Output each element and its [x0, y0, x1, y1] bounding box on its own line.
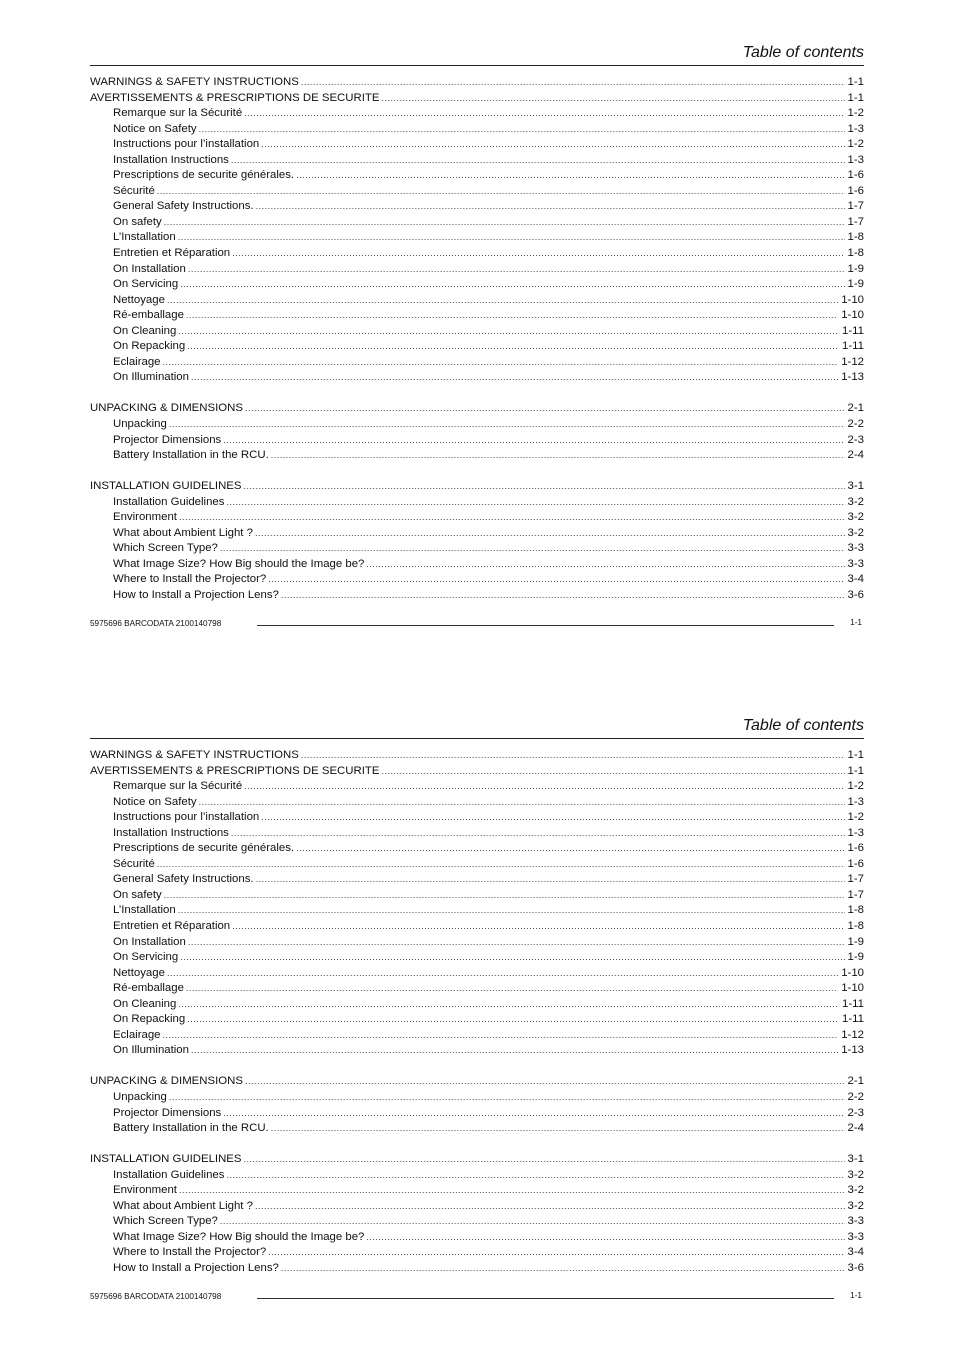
toc-entry[interactable] — [90, 935, 864, 951]
toc-dot-leader — [191, 370, 838, 386]
toc-entry-label: Which Screen Type? — [113, 542, 218, 555]
toc-entry[interactable] — [90, 541, 864, 557]
toc-entry[interactable] — [90, 1043, 864, 1059]
toc-entry-label: Installation Instructions — [113, 826, 229, 839]
toc-entry-label: Environment — [113, 511, 177, 524]
toc-entry[interactable] — [90, 1261, 864, 1277]
toc-entry-page: 2-1 — [847, 1075, 864, 1088]
toc-entry-label: Entretien et Réparation — [113, 920, 231, 933]
toc-dot-leader — [366, 557, 844, 573]
toc-entry[interactable] — [90, 433, 864, 449]
toc-entry-label: On Installation — [113, 262, 186, 275]
toc-entry-label: UNPACKING & DIMENSIONS — [90, 402, 243, 415]
toc-dot-leader — [178, 997, 839, 1013]
toc-entry[interactable] — [90, 1028, 864, 1044]
toc-entry[interactable] — [90, 75, 864, 91]
toc-entry[interactable] — [90, 572, 864, 588]
toc-entry-label: On Illumination — [113, 1044, 189, 1057]
toc-entry-label: General Safety Instructions. — [113, 200, 254, 213]
toc-entry-page: 1-1 — [847, 749, 864, 761]
toc-dot-leader — [191, 1043, 838, 1059]
toc-dot-leader — [167, 966, 838, 982]
page-header-title: Table of contents — [742, 44, 864, 61]
toc-entry-label: Notice on Safety — [113, 122, 197, 135]
toc-entry[interactable] — [90, 1230, 864, 1246]
toc-entry[interactable] — [90, 857, 864, 873]
toc-entry-page: 1-1 — [847, 764, 864, 777]
toc-entry-page: 1-12 — [841, 355, 864, 368]
toc-dot-leader — [256, 872, 845, 888]
toc-entry-page: 1-3 — [847, 826, 864, 839]
toc-entry-label: On Repacking — [113, 340, 186, 353]
toc-entry-page: 2-3 — [847, 1106, 864, 1119]
toc-entry-label: Ré-emballage — [113, 309, 184, 322]
toc-dot-leader — [255, 526, 845, 542]
toc-entry-page: 1-7 — [847, 888, 864, 901]
toc-entry-label: Remarque sur la Sécurité — [113, 107, 243, 120]
toc-entry[interactable] — [90, 230, 864, 246]
toc-dot-leader — [220, 1214, 845, 1230]
toc-dot-leader — [163, 1028, 839, 1044]
toc-entry-label: AVERTISSEMENTS & PRESCRIPTIONS DE SECURITE — [90, 91, 380, 104]
toc-entry[interactable] — [90, 966, 864, 982]
toc-entry[interactable] — [90, 1152, 864, 1168]
toc-entry-label: Installation Guidelines — [113, 495, 225, 508]
footer-document-code: 5975696 BARCODATA 2100140798 — [90, 619, 222, 628]
toc-dot-leader — [164, 215, 845, 231]
toc-entry[interactable] — [90, 339, 864, 355]
toc-entry-page: 3-3 — [847, 557, 864, 570]
toc-entry-label: Nettoyage — [113, 966, 165, 979]
toc-entry-page: 1-2 — [847, 811, 864, 824]
toc-dot-leader — [231, 153, 845, 169]
toc-entry-label: Eclairage — [113, 355, 161, 368]
toc-dot-leader — [301, 748, 845, 764]
toc-entry-label: Installation Guidelines — [113, 1168, 225, 1181]
toc-entry-page: 1-1 — [847, 76, 864, 88]
toc-entry-label: On Servicing — [113, 951, 179, 964]
toc-entry-label: Sécurité — [113, 184, 155, 197]
toc-entry-page: 1-11 — [842, 997, 864, 1010]
toc-entry-page: 1-3 — [847, 795, 864, 808]
toc-entry-page: 1-10 — [841, 309, 864, 322]
toc-entry-label: Remarque sur la Sécurité — [113, 780, 243, 793]
toc-dot-leader — [381, 91, 844, 107]
toc-dot-leader — [268, 572, 844, 588]
toc-dot-leader — [296, 168, 844, 184]
toc-entry-label: On Installation — [113, 935, 186, 948]
toc-entry-page: 2-4 — [847, 1122, 864, 1135]
toc-entry-page: 1-2 — [847, 780, 864, 793]
toc-entry[interactable] — [90, 826, 864, 842]
toc-dot-leader — [245, 1074, 845, 1090]
footer-rule — [257, 625, 834, 626]
toc-entry-label: Prescriptions de securite générales. — [113, 842, 295, 855]
toc-entry-page: 3-2 — [847, 511, 864, 524]
toc-dot-leader — [226, 495, 844, 511]
toc-entry[interactable] — [90, 748, 864, 764]
toc-dot-leader — [220, 541, 845, 557]
toc-dot-leader — [281, 1261, 845, 1277]
toc-entry[interactable] — [90, 510, 864, 526]
toc-dot-leader — [245, 401, 845, 417]
toc-entry-page: 3-4 — [847, 573, 864, 586]
toc-entry[interactable] — [90, 950, 864, 966]
toc-dot-leader — [223, 1106, 844, 1122]
toc-dot-leader — [178, 903, 845, 919]
toc-entry[interactable] — [90, 401, 864, 417]
toc-dot-leader — [179, 1183, 845, 1199]
toc-entry[interactable] — [90, 308, 864, 324]
toc-entry-label: General Safety Instructions. — [113, 873, 254, 886]
toc-entry-page: 1-3 — [847, 153, 864, 166]
toc-entry[interactable] — [90, 997, 864, 1013]
toc-entry[interactable] — [90, 841, 864, 857]
toc-entry-label: Ré-emballage — [113, 982, 184, 995]
toc-entry[interactable] — [90, 526, 864, 542]
toc-dot-leader — [199, 122, 845, 138]
toc-entry-label: AVERTISSEMENTS & PRESCRIPTIONS DE SECURITE — [90, 764, 380, 777]
toc-entry-page: 3-2 — [847, 1199, 864, 1212]
toc-entry-page: 1-6 — [847, 857, 864, 870]
toc-dot-leader — [244, 106, 844, 122]
toc-dot-leader — [157, 184, 845, 200]
toc-entry-page: 3-3 — [847, 542, 864, 555]
toc-dot-leader — [199, 795, 845, 811]
toc-entry-label: Instructions pour l’installation — [113, 138, 260, 151]
toc-entry[interactable] — [90, 417, 864, 433]
toc-entry-page: 1-7 — [847, 215, 864, 228]
toc-entry[interactable] — [90, 1106, 864, 1122]
footer-page-number: 1-1 — [850, 618, 862, 627]
toc-entry-page: 1-6 — [847, 842, 864, 855]
toc-entry[interactable] — [90, 1121, 864, 1137]
toc-entry-label: Instructions pour l’installation — [113, 811, 260, 824]
toc-entry[interactable] — [90, 199, 864, 215]
toc-entry-page: 3-6 — [847, 1261, 864, 1274]
toc-dot-leader — [261, 137, 844, 153]
toc-entry-page: 1-10 — [841, 293, 864, 306]
toc-entry-label: Where to Install the Projector? — [113, 573, 267, 586]
toc-entry[interactable] — [90, 293, 864, 309]
toc-entry-page: 1-13 — [841, 371, 864, 384]
toc-dot-leader — [223, 433, 844, 449]
toc-entry[interactable] — [90, 919, 864, 935]
toc-entry-label: Environment — [113, 1184, 177, 1197]
toc-entry-label: WARNINGS & SAFETY INSTRUCTIONS — [90, 749, 299, 761]
toc-dot-leader — [232, 246, 844, 262]
toc-entry-label: Unpacking — [113, 417, 167, 430]
toc-entry-page: 1-11 — [842, 340, 864, 353]
toc-dot-leader — [163, 355, 839, 371]
table-of-contents — [90, 75, 864, 604]
footer-rule — [257, 1298, 834, 1299]
toc-dot-leader — [366, 1230, 844, 1246]
toc-entry[interactable] — [90, 106, 864, 122]
toc-entry[interactable] — [90, 479, 864, 495]
toc-entry-label: On Cleaning — [113, 324, 177, 337]
toc-entry-label: On safety — [113, 888, 162, 901]
toc-entry[interactable] — [90, 324, 864, 340]
toc-dot-leader — [180, 277, 844, 293]
toc-entry-page: 3-1 — [847, 480, 864, 493]
toc-entry-label: Entretien et Réparation — [113, 247, 231, 260]
toc-entry-label: Where to Install the Projector? — [113, 1246, 267, 1259]
toc-entry-page: 2-2 — [847, 1090, 864, 1103]
toc-dot-leader — [188, 935, 845, 951]
toc-entry-page: 2-3 — [847, 433, 864, 446]
toc-entry[interactable] — [90, 1214, 864, 1230]
toc-entry[interactable] — [90, 1090, 864, 1106]
toc-entry-page: 3-1 — [847, 1153, 864, 1166]
toc-entry-page: 1-11 — [842, 1013, 864, 1026]
toc-entry-label: On Repacking — [113, 1013, 186, 1026]
table-of-contents — [90, 748, 864, 1277]
toc-dot-leader — [179, 510, 845, 526]
toc-entry[interactable] — [90, 495, 864, 511]
toc-entry-label: Sécurité — [113, 857, 155, 870]
toc-entry[interactable] — [90, 588, 864, 604]
footer-page-number: 1-1 — [850, 1291, 862, 1300]
toc-dot-leader — [180, 950, 844, 966]
toc-dot-leader — [261, 810, 844, 826]
toc-entry-page: 1-9 — [847, 951, 864, 964]
page-footer — [90, 616, 864, 632]
toc-entry[interactable] — [90, 1183, 864, 1199]
toc-entry-page: 1-8 — [847, 247, 864, 260]
toc-entry-page: 3-6 — [847, 588, 864, 601]
toc-entry-label: On Cleaning — [113, 997, 177, 1010]
toc-entry-page: 1-11 — [842, 324, 864, 337]
page-header-title: Table of contents — [742, 717, 864, 734]
toc-entry-page: 1-13 — [841, 1044, 864, 1057]
toc-dot-leader — [226, 1168, 844, 1184]
toc-entry-page: 1-7 — [847, 200, 864, 213]
toc-entry-label: Eclairage — [113, 1028, 161, 1041]
toc-entry-label: What about Ambient Light ? — [113, 1199, 253, 1212]
toc-entry-label: Projector Dimensions — [113, 433, 222, 446]
toc-entry-page: 3-4 — [847, 1246, 864, 1259]
toc-dot-leader — [231, 826, 845, 842]
toc-entry-label: INSTALLATION GUIDELINES — [90, 1153, 242, 1166]
toc-entry[interactable] — [90, 355, 864, 371]
toc-dot-leader — [186, 308, 838, 324]
toc-entry-page: 1-12 — [841, 1028, 864, 1041]
toc-entry[interactable] — [90, 1199, 864, 1215]
toc-entry-label: Notice on Safety — [113, 795, 197, 808]
toc-dot-leader — [256, 199, 845, 215]
toc-entry-page: 1-9 — [847, 278, 864, 291]
toc-entry-page: 2-4 — [847, 449, 864, 462]
toc-entry-page: 1-8 — [847, 904, 864, 917]
toc-entry[interactable] — [90, 888, 864, 904]
toc-entry-label: On Servicing — [113, 278, 179, 291]
toc-entry[interactable] — [90, 1074, 864, 1090]
toc-entry-page: 1-6 — [847, 169, 864, 182]
toc-dot-leader — [271, 448, 845, 464]
toc-entry-label: L’Installation — [113, 904, 176, 917]
toc-dot-leader — [157, 857, 845, 873]
toc-entry-page: 1-1 — [847, 91, 864, 104]
toc-dot-leader — [281, 588, 845, 604]
toc-entry-label: On safety — [113, 215, 162, 228]
toc-entry[interactable] — [90, 184, 864, 200]
toc-entry[interactable] — [90, 262, 864, 278]
document-page-2 — [0, 673, 954, 1333]
toc-entry-page: 1-10 — [841, 966, 864, 979]
toc-dot-leader — [301, 75, 845, 91]
toc-dot-leader — [244, 779, 844, 795]
toc-entry-label: L’Installation — [113, 231, 176, 244]
toc-entry[interactable] — [90, 779, 864, 795]
header-rule — [90, 65, 864, 66]
toc-entry[interactable] — [90, 91, 864, 107]
toc-entry[interactable] — [90, 795, 864, 811]
toc-entry-label: What Image Size? How Big should the Image be? — [113, 1230, 365, 1243]
toc-entry[interactable] — [90, 1245, 864, 1261]
toc-entry-label: Prescriptions de securite générales. — [113, 169, 295, 182]
toc-dot-leader — [244, 479, 845, 495]
footer-document-code: 5975696 BARCODATA 2100140798 — [90, 1292, 222, 1301]
toc-entry-page: 2-1 — [847, 402, 864, 415]
toc-entry-page: 1-8 — [847, 231, 864, 244]
toc-dot-leader — [164, 888, 845, 904]
toc-dot-leader — [244, 1152, 845, 1168]
toc-entry[interactable] — [90, 370, 864, 386]
toc-entry-page: 3-2 — [847, 1168, 864, 1181]
header-rule — [90, 738, 864, 739]
toc-entry[interactable] — [90, 448, 864, 464]
toc-entry-label: Battery Installation in the RCU. — [113, 449, 269, 462]
toc-dot-leader — [169, 1090, 845, 1106]
toc-dot-leader — [271, 1121, 845, 1137]
toc-entry-page: 1-10 — [841, 982, 864, 995]
toc-dot-leader — [178, 324, 839, 340]
toc-entry-page: 3-2 — [847, 526, 864, 539]
toc-dot-leader — [187, 1012, 839, 1028]
toc-entry-page: 1-8 — [847, 920, 864, 933]
toc-entry-page: 3-2 — [847, 1184, 864, 1197]
toc-entry-page: 3-2 — [847, 495, 864, 508]
toc-entry[interactable] — [90, 137, 864, 153]
toc-dot-leader — [188, 262, 845, 278]
toc-entry[interactable] — [90, 903, 864, 919]
toc-entry[interactable] — [90, 1168, 864, 1184]
toc-entry-page: 2-2 — [847, 417, 864, 430]
toc-dot-leader — [167, 293, 838, 309]
toc-entry-page: 1-3 — [847, 122, 864, 135]
toc-entry[interactable] — [90, 557, 864, 573]
toc-entry-label: How to Install a Projection Lens? — [113, 1261, 279, 1274]
toc-entry-label: Which Screen Type? — [113, 1215, 218, 1228]
toc-entry[interactable] — [90, 215, 864, 231]
toc-entry[interactable] — [90, 872, 864, 888]
toc-entry-page: 1-2 — [847, 107, 864, 120]
toc-entry[interactable] — [90, 764, 864, 780]
toc-dot-leader — [178, 230, 845, 246]
toc-entry-label: What about Ambient Light ? — [113, 526, 253, 539]
toc-entry-label: What Image Size? How Big should the Image be? — [113, 557, 365, 570]
toc-entry-label: UNPACKING & DIMENSIONS — [90, 1075, 243, 1088]
toc-entry-label: Battery Installation in the RCU. — [113, 1122, 269, 1135]
toc-entry-label: On Illumination — [113, 371, 189, 384]
toc-entry-label: Projector Dimensions — [113, 1106, 222, 1119]
toc-entry-label: How to Install a Projection Lens? — [113, 588, 279, 601]
toc-entry-label: WARNINGS & SAFETY INSTRUCTIONS — [90, 76, 299, 88]
toc-dot-leader — [169, 417, 845, 433]
toc-dot-leader — [381, 764, 844, 780]
toc-entry-page: 1-7 — [847, 873, 864, 886]
toc-entry-label: INSTALLATION GUIDELINES — [90, 480, 242, 493]
toc-entry-label: Unpacking — [113, 1090, 167, 1103]
toc-entry[interactable] — [90, 246, 864, 262]
toc-entry[interactable] — [90, 153, 864, 169]
toc-entry-label: Nettoyage — [113, 293, 165, 306]
toc-entry[interactable] — [90, 1012, 864, 1028]
toc-entry-page: 1-9 — [847, 262, 864, 275]
toc-dot-leader — [268, 1245, 844, 1261]
toc-entry-label: Installation Instructions — [113, 153, 229, 166]
toc-entry-page: 1-2 — [847, 138, 864, 151]
toc-entry-page: 1-9 — [847, 935, 864, 948]
toc-entry[interactable] — [90, 122, 864, 138]
toc-entry-page: 3-3 — [847, 1215, 864, 1228]
toc-dot-leader — [187, 339, 839, 355]
toc-entry[interactable] — [90, 168, 864, 184]
toc-entry-page: 1-6 — [847, 184, 864, 197]
toc-entry[interactable] — [90, 981, 864, 997]
toc-dot-leader — [296, 841, 844, 857]
toc-entry[interactable] — [90, 810, 864, 826]
toc-dot-leader — [255, 1199, 845, 1215]
toc-dot-leader — [232, 919, 844, 935]
toc-dot-leader — [186, 981, 838, 997]
toc-entry[interactable] — [90, 277, 864, 293]
toc-entry-page: 3-3 — [847, 1230, 864, 1243]
document-page-1 — [0, 0, 954, 660]
page-footer — [90, 1289, 864, 1305]
